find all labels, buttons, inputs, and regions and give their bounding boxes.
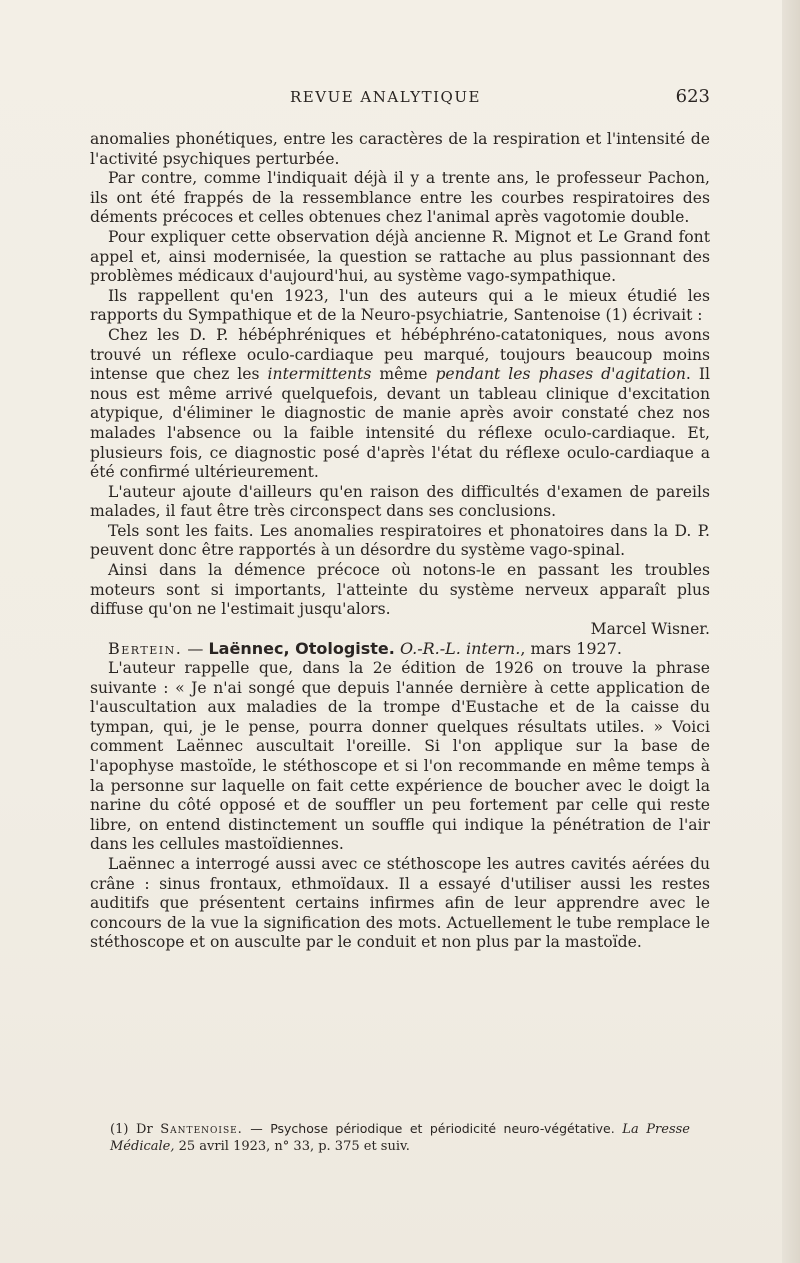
paragraph: Ils rappellent qu'en 1923, l'un des auteurs qui a le mieux étudié les rapports du Sympathique et de la Neuro-psychiatrie, Santenoise (1) écrivait : <box>90 286 710 325</box>
paragraph: Laënnec a interrogé aussi avec ce stéthoscope les autres cavités aérées du crâne : sinus frontaux, ethmoïdaux. Il a essayé d'utiliser aussi les restes auditifs que présentent certains infirmes afin de leur apprendre avec le concours de la vue la signification des mots. Actuellement le tube remplace le stéthoscope et on ausculte par le conduit et non plus par la mastoïde. <box>90 854 710 952</box>
running-title: REVUE ANALYTIQUE <box>290 88 481 106</box>
paragraph: L'auteur ajoute d'ailleurs qu'en raison des difficultés d'examen de pareils malades, il faut être très circonspect dans ses conclusions. <box>90 482 710 521</box>
quoted-paragraph <box>90 326 710 483</box>
signature <box>90 620 710 640</box>
page-header <box>90 86 710 112</box>
review-dash: — <box>182 639 209 659</box>
paragraph: L'auteur rappelle que, dans la 2e édition de 1926 on trouve la phrase suivante : « Je n'ai songé que depuis l'année dernière à cette application de l'auscultation aux maladies de la trompe d'Eustache et de la caisse du tympan, qui, je le pense, pourra donner quelques résultats utiles. » Voici comment Laënnec auscultait l'oreille. Si l'on applique sur la base de l'apophyse mastoïde, le stéthoscope et si l'on recommande en même temps à la personne sur laquelle on fait cette expérience de boucher avec le doigt la narine du côté opposé et de souffler un peu fortement par celle qui reste libre, on entend distinctement un souffle qui indique la pénétration de l'air dans les cellules mastoïdiennes. <box>90 659 710 854</box>
signature-text: Marcel Wisner. <box>590 619 710 638</box>
paragraph: anomalies phonétiques, entre les caractères de la respiration et l'intensité de l'activité psychiques perturbée. <box>90 130 710 168</box>
review-author: Bertein. <box>108 639 183 659</box>
paragraph: Ainsi dans la démence précoce où notons-le en passant les troubles moteurs sont si importants, l'atteinte du système nerveux apparaît plus diffuse qu'on ne l'estimait jusqu'alors. <box>90 561 710 619</box>
paragraph: Pour expliquer cette observation déjà ancienne R. Mignot et Le Grand font appel et, ainsi modernisée, la question se rattache au plus passionnant des problèmes médicaux d'aujourd'hui, au système vago-sympathique. <box>90 227 710 286</box>
quote-text: même <box>371 365 436 384</box>
page-body <box>90 130 710 953</box>
review-journal: O.-R.-L. intern. <box>399 639 521 659</box>
footnote-details: 25 avril 1923, n° 33, p. 375 et suiv. <box>174 1139 410 1154</box>
review-heading <box>90 639 710 659</box>
quote-italic: pendant les phases d'agitation <box>435 365 686 384</box>
page-edge <box>782 0 800 1263</box>
quote-text: . Il nous est même arrivé quelquefois, devant un tableau clinique d'excitation atypique, d'éliminer le diagnostic de manie après avoir constaté chez nos malades l'absence ou la faible intensité du réflexe oculo-cardiaque. Et, plusieurs fois, ce diagnostic posé d'après l'état du réflexe oculo-cardiaque a été confirmé ultérieurement. <box>90 365 710 482</box>
footnote-marker: (1) Dr <box>110 1122 161 1137</box>
quote-text: Chez les D. P. hébéphréniques et hébéphréno-catatoniques, nous avons trouvé un réflexe oculo-cardiaque peu marqué, toujours beaucoup moins intense que chez les <box>90 325 710 384</box>
quote-italic: intermittents <box>267 365 372 384</box>
page-number: 623 <box>675 86 710 107</box>
paragraph: Tels sont les faits. Les anomalies respiratoires et phonatoires dans la D. P. peuvent donc être rapportés à un désordre du système vago-spinal. <box>90 521 710 560</box>
review-date: , mars 1927. <box>520 639 622 659</box>
footnote <box>110 1120 690 1155</box>
footnote-author: Santenoise. <box>160 1122 243 1137</box>
footnote-journal: La Presse Médicale, <box>110 1122 690 1154</box>
paragraph: Par contre, comme l'indiquait déjà il y a trente ans, le professeur Pachon, ils ont été frappés de la ressemblance entre les courbes respiratoires des déments précoces et celles obtenues chez l'animal après vagotomie double. <box>90 169 710 227</box>
review-title: Laënnec, Otologiste. <box>208 639 395 659</box>
footnote-title: — Psychose périodique et périodicité neuro-végétative. <box>242 1121 615 1136</box>
